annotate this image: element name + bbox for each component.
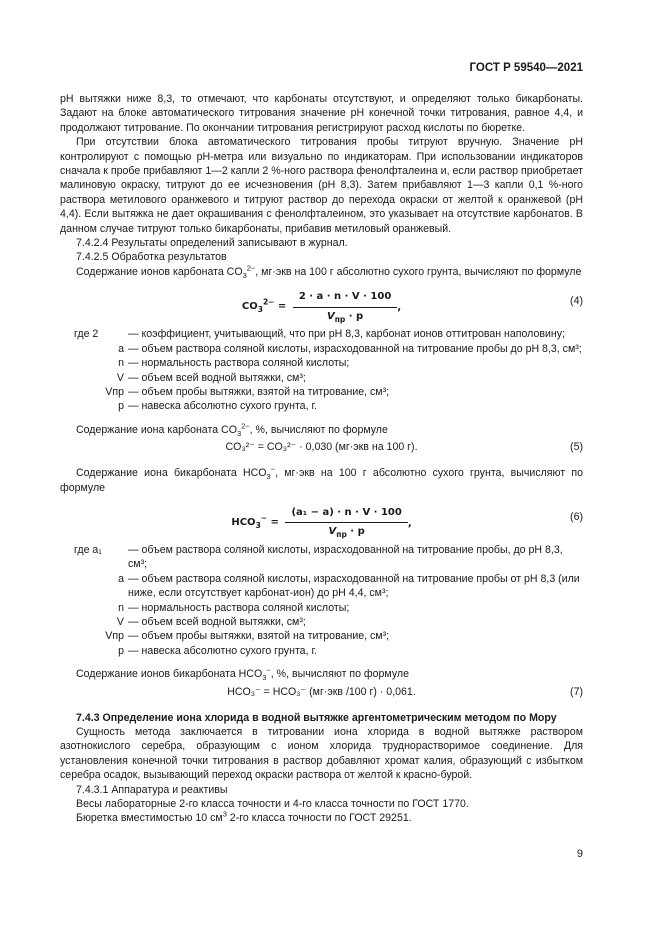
formula-7-label: (7) (570, 685, 583, 698)
legend-symbol: n (118, 357, 124, 370)
legend-symbol: a (118, 342, 124, 355)
legend-description: — объем раствора соляной кислоты, израсходованной на титрование пробы, до pH 8,3, см³; (128, 543, 563, 571)
legend-description: — навеска абсолютно сухого грунта, г. (128, 400, 317, 413)
legend-symbol: n (118, 601, 124, 614)
paragraph-burette: Бюретка вместимостью 10 $см^3$ 2-го класса точности по ГОСТ 29251. (76, 809, 412, 825)
legend-description: — нормальность раствора соляной кислоты; (128, 601, 350, 614)
legend-description: — нормальность раствора соляной кислоты; (128, 357, 350, 370)
legend-symbol: p (118, 644, 124, 657)
legend-symbol: Vпр (105, 630, 124, 643)
legend-description: — коэффициент, учитывающий, что при pH 8,3, карбонат ионов оттитрован наполовину; (128, 328, 566, 341)
paragraph-bicarbonate-percent: Содержание ионов бикарбоната $HCO_3^-$, %, вычисляют по формуле (76, 665, 409, 683)
section-7-4-2-5: 7.4.2.5 Обработка результатов (76, 251, 227, 264)
legend-row (60, 615, 583, 629)
legend-formula-6 (60, 543, 583, 658)
legend-row (60, 371, 583, 385)
legend-row (60, 356, 583, 370)
paragraph-manual-titration: При отсутствии блока автоматического титрования пробы титруют вручную. Значение pH контролируют с помощью pH-метра или визуально по индикаторам. При использовании индикаторов сначала к пробе прибавляют 1—2 капли 2 %-ного раствора фенолфталеина и, если раствор приобретает малиновую окраску, титруют до ее исчезновения (pH 8,3). Затем прибавляют 1—3 капли 0,1 %-ного раствора метилового оранжевого и титруют раствор до перехода окраски от желтой к оранжевой (pH 4,4). Если вытяжка не дает окрашивания с фенолфталеином, это указывает на отсутствие карбонатов. В данном случае титруют только бикарбонаты, прибавив метиловый оранжевый. (60, 136, 583, 235)
legend-formula-4 (60, 327, 583, 413)
section-7-4-2-4: 7.4.2.4 Результаты определений записывают в журнал. (76, 237, 348, 250)
legend-symbol: a (118, 572, 124, 585)
legend-row (60, 629, 583, 643)
paragraph-carbonate-intro: Содержание ионов карбоната $CO_3^{2-}$, мг·экв на 100 г абсолютно сухого грунта, вычисляют по формуле (76, 263, 582, 280)
legend-row (60, 644, 583, 658)
legend-row (60, 572, 583, 601)
legend-description: — объем всей водной вытяжки, см³; (128, 371, 306, 384)
legend-description: — объем раствора соляной кислоты, израсходованной на титрование пробы до pH 8,3, см³; (128, 342, 582, 355)
legend-description: — объем раствора соляной кислоты, израсходованной на титрование пробы от pH 8,3 (или ниже, если отсутствует карбонат-ион) до pH 4,4, см³; (128, 572, 580, 600)
paragraph-carbonate-percent: Содержание иона карбоната $CO_3^{2-}$, %, вычисляют по формуле (76, 421, 388, 438)
document-body (60, 92, 583, 826)
page-number: 9 (576, 848, 583, 860)
legend-symbol: V (116, 371, 124, 384)
legend-symbol: Vпр (105, 385, 124, 398)
legend-row (60, 342, 583, 356)
formula-6-label: (6) (570, 510, 583, 523)
formula-4-label: (4) (570, 295, 583, 308)
paragraph-bicarbonate-intro: Содержание иона бикарбоната $HCO_3^-$, мг·экв на 100 г абсолютно сухого грунта, вычисляют по формуле (60, 464, 583, 494)
formula-6-fraction: $\frac{\text{(a₁ − a) · n · V · 100}}{V_{пр} \cdot p}$ (285, 506, 407, 540)
paragraph-ph-result: pH вытяжки ниже 8,3, то отмечают, что карбонаты отсутствуют, и определяют только бикарбонаты. Задают на блоке автоматического титрования значение pH конечной точки титрования, равное 4,4, и продолжают титрование. По окончании титрования регистрируют расход кислоты по бюретке. (60, 93, 583, 134)
formula-5-label: (5) (570, 441, 583, 454)
legend-symbol: где 2 (74, 328, 99, 341)
formula-4-fraction: $\frac{2 \cdot a \cdot n \cdot V \cdot 100}{V_{пр} \cdot p}$ (293, 290, 398, 324)
legend-row (60, 385, 583, 399)
legend-symbol: V (116, 615, 124, 628)
legend-symbol: где a₁ (74, 543, 102, 556)
document-header: ГОСТ Р 59540—2021 (469, 62, 583, 74)
legend-row (60, 543, 583, 572)
legend-description: — объем всей водной вытяжки, см³; (128, 615, 306, 628)
paragraph-method-essence: Сущность метода заключается в титровании иона хлорида в водной вытяжке раствором азотнокислого серебра, образующим с ионом хлорида труднорастворимое соединение. Для установления конечной точки титрования в раствор добавляют хромат калия, образующий с избытком серебра осадок, вызывающий переход окраски раствора от желтой к красно-бурой. (60, 726, 583, 782)
formula-5: CO₃²⁻ = CO₃²⁻ · 0,030 (мг·экв на 100 г). (5) (225, 441, 583, 454)
legend-row (60, 601, 583, 615)
legend-description: — навеска абсолютно сухого грунта, г. (128, 644, 317, 657)
paragraph-scales: Весы лабораторные 2-го класса точности и 4-го класса точности по ГОСТ 1770. (76, 798, 469, 811)
section-7-4-3-1: 7.4.3.1 Аппаратура и реактивы (76, 783, 228, 796)
legend-description: — объем пробы вытяжки, взятой на титрование, см³; (128, 385, 390, 398)
formula-7: HCO₃⁻ = HCO₃⁻ (мг·экв /100 г) · 0,061. (7) (227, 685, 583, 698)
legend-symbol: p (118, 400, 124, 413)
section-7-4-3-heading: 7.4.3 Определение иона хлорида в водной вытяжке аргентометрическим методом по Мору (76, 711, 557, 724)
formula-6: $HCO_3^-$ = $\frac{\text{(a₁ − a) · n · V · 100}}{V_{пр} \cdot p}$ , (6) (231, 506, 583, 540)
legend-row (60, 399, 583, 413)
formula-4: $CO_3^{2-}$ = $\frac{2 \cdot a \cdot n \cdot V \cdot 100}{V_{пр} \cdot p}$ , (4) (241, 291, 583, 324)
legend-description: — объем пробы вытяжки, взятой на титрование, см³; (128, 630, 390, 643)
legend-row (60, 327, 583, 341)
